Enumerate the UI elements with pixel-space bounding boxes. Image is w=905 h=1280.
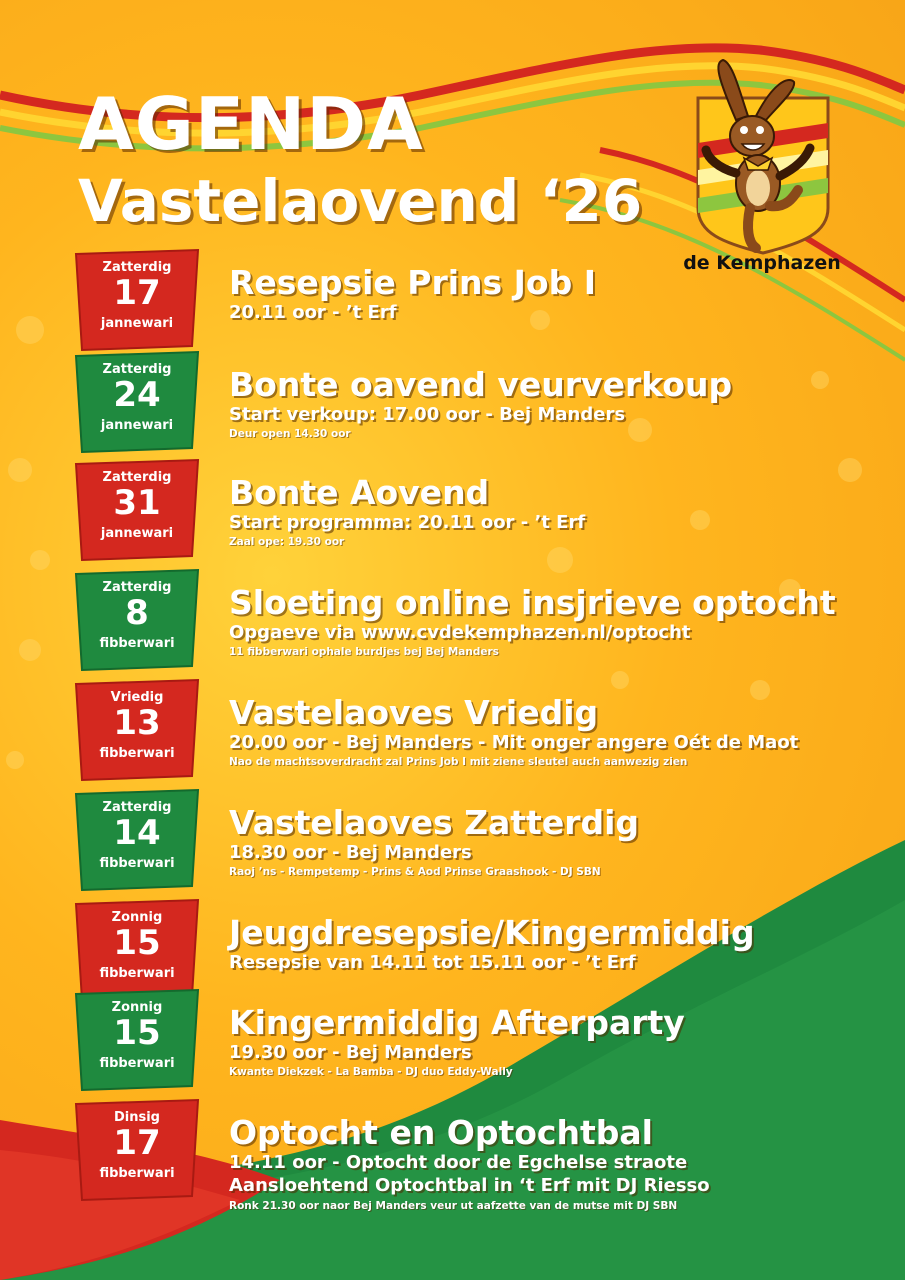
date-number: 17 — [113, 1123, 161, 1163]
date-number: 15 — [113, 1013, 161, 1053]
event-info — [229, 803, 640, 880]
date-weekday: Dinsig — [113, 1110, 160, 1125]
date-weekday: Zatterdig — [102, 800, 172, 815]
event-note: Deur open 14.30 oor — [229, 428, 351, 441]
date-month: jannewari — [100, 526, 174, 541]
event-details: 20.00 oor - Bej Manders - Mit onger angere Oét de Maot — [229, 731, 799, 753]
event-info — [229, 473, 586, 550]
date-number: 15 — [113, 923, 161, 963]
page-title — [78, 82, 643, 235]
date-month: jannewari — [100, 418, 174, 433]
date-weekday: Zatterdig — [102, 260, 172, 275]
event-info — [229, 1113, 710, 1213]
date-tag — [72, 678, 202, 778]
event-note: 11 fibberwari ophale burdjes bej Bej Manders — [229, 646, 499, 659]
event-title: Bonte Aovend — [229, 473, 490, 512]
date-month: fibberwari — [99, 856, 175, 871]
event-title: Sloeting online insjrieve optocht — [229, 583, 836, 622]
event-title: Optocht en Optochtbal — [229, 1113, 653, 1152]
date-weekday: Zonnig — [111, 1000, 163, 1015]
date-month: fibberwari — [99, 966, 175, 981]
event-details: Start programma: 20.11 oor - ’t Erf — [229, 511, 586, 533]
date-month: jannewari — [100, 316, 174, 331]
title-agenda: AGENDA — [78, 82, 424, 166]
event-details-extra: Aansloehtend Optochtbal in ‘t Erf mit DJ Riesso — [229, 1175, 710, 1197]
date-weekday: Zonnig — [111, 910, 163, 925]
date-number: 13 — [113, 703, 161, 743]
event-details: Start verkoup: 17.00 oor - Bej Manders — [229, 403, 626, 425]
date-month: fibberwari — [99, 1056, 175, 1071]
date-weekday: Zatterdig — [102, 362, 172, 377]
logo-name: de Kemphazen — [683, 252, 841, 274]
event-title: Kingermiddig Afterparty — [229, 1003, 685, 1042]
event-details: 20.11 oor - ’t Erf — [229, 301, 397, 323]
date-tag — [72, 788, 202, 888]
date-month: fibberwari — [99, 636, 175, 651]
date-number: 8 — [125, 593, 149, 633]
event-details: 18.30 oor - Bej Manders — [229, 841, 472, 863]
date-weekday: Zatterdig — [102, 470, 172, 485]
event-title: Vastelaoves Zatterdig — [229, 803, 640, 842]
event-note: Ronk 21.30 oor naor Bej Manders veur ut aafzette van de mutse mit DJ SBN — [229, 1199, 678, 1212]
date-tag — [72, 458, 202, 558]
date-number: 17 — [113, 273, 161, 313]
date-tag — [72, 350, 202, 450]
date-tag — [72, 568, 202, 668]
date-tag — [72, 248, 202, 348]
event-info — [229, 263, 596, 324]
event-note: Nao de machtsoverdracht zal Prins Job I mit ziene sleutel auch aanwezig zien — [229, 756, 688, 769]
date-weekday: Zatterdig — [102, 580, 172, 595]
event-details: 14.11 oor - Optocht door de Egchelse straote — [229, 1151, 688, 1173]
event-info — [229, 1003, 685, 1080]
rabbit-mascot-icon — [678, 58, 848, 280]
event-note: Zaal ope: 19.30 oor — [229, 536, 345, 549]
event-details: Opgaeve via www.cvdekemphazen.nl/optocht — [229, 621, 691, 643]
date-weekday: Vriedig — [110, 690, 164, 705]
event-note: Kwante Diekzek - La Bamba - DJ duo Eddy-Wally — [229, 1066, 513, 1079]
date-tag — [72, 988, 202, 1088]
date-number: 24 — [113, 375, 161, 415]
event-info — [229, 693, 799, 770]
date-tag — [72, 1098, 202, 1198]
date-tag — [72, 898, 202, 998]
event-note: Raoj ’ns - Rempetemp - Prins & Aod Prinse Graashook - DJ SBN — [229, 866, 601, 879]
event-title: Vastelaoves Vriedig — [229, 693, 599, 732]
date-month: fibberwari — [99, 746, 175, 761]
title-subtitle: Vastelaovend ‘26 — [78, 167, 643, 235]
date-number: 14 — [113, 813, 161, 853]
event-details: Resepsie van 14.11 tot 15.11 oor - ’t Erf — [229, 951, 636, 973]
event-title: Resepsie Prins Job I — [229, 263, 596, 302]
date-number: 31 — [113, 483, 161, 523]
event-info — [229, 913, 755, 974]
event-info — [229, 583, 836, 660]
date-month: fibberwari — [99, 1166, 175, 1181]
event-title: Jeugdresepsie/Kingermiddig — [229, 913, 755, 952]
event-details: 19.30 oor - Bej Manders — [229, 1041, 472, 1063]
event-info — [229, 365, 733, 442]
event-title: Bonte oavend veurverkoup — [229, 365, 733, 404]
